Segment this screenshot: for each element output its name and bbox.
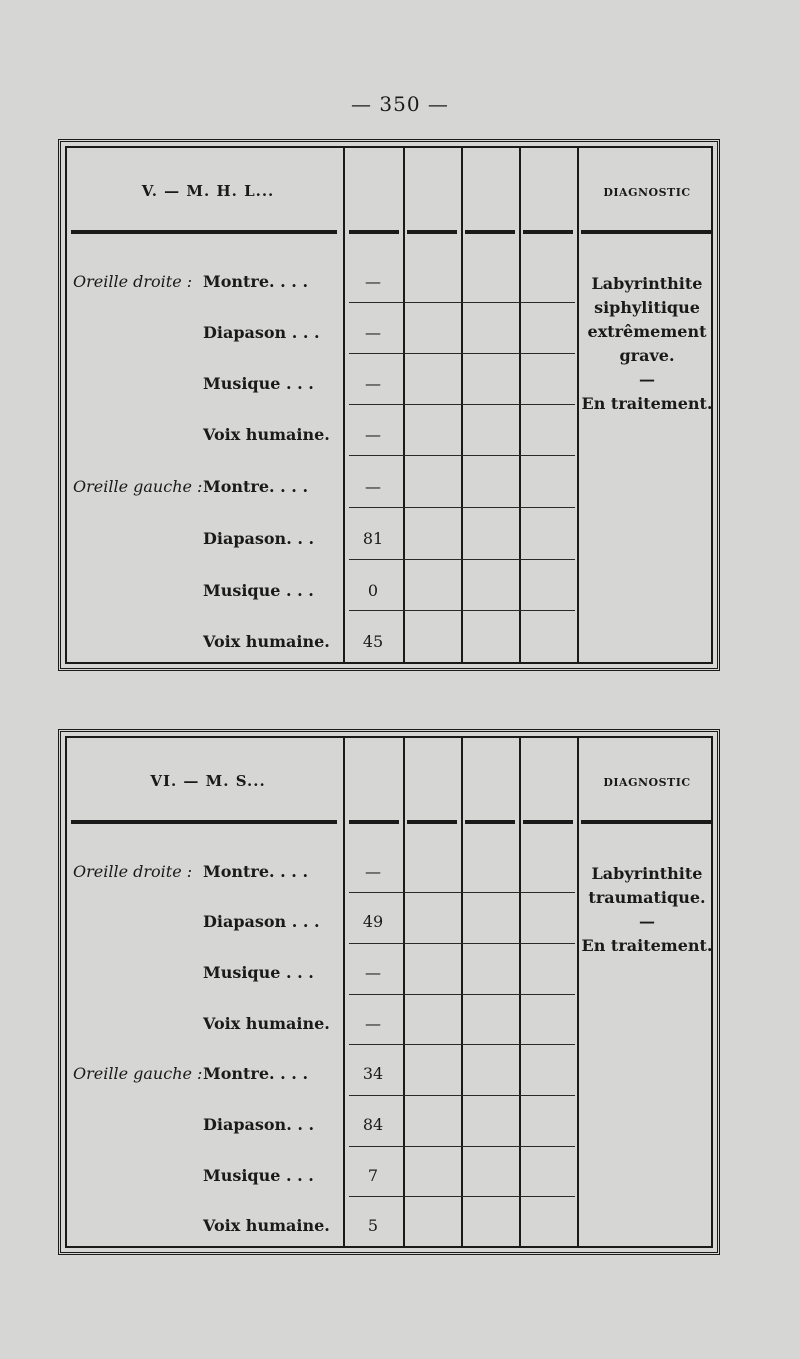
test-label: Montre. . . . (203, 477, 309, 496)
test-value: 7 (367, 1166, 379, 1185)
test-value: 84 (362, 1115, 384, 1134)
test-label: Montre. . . . (203, 272, 309, 291)
test-value: — (365, 425, 381, 444)
ear-label: Oreille gauche : (73, 1064, 203, 1083)
patient-label: V. — M. H. L... (141, 182, 275, 200)
test-label: Montre. . . . (203, 1064, 309, 1083)
test-label: Diapason. . . (203, 1115, 315, 1134)
test-label: Voix humaine. (203, 425, 330, 444)
test-label: Musique . . . (203, 963, 314, 982)
test-value: — (365, 862, 381, 881)
test-label: Montre. . . . (203, 862, 309, 881)
test-label: Diapason . . . (203, 323, 320, 342)
test-label: Musique . . . (203, 581, 314, 600)
audiometry-table-1 (58, 139, 720, 671)
test-label: Diapason. . . (203, 529, 315, 548)
table-1-frame (65, 146, 713, 664)
diagnostic-text: Labyrinthite traumatique. — En traitement. (581, 864, 713, 955)
ear-label: Oreille droite : (73, 862, 193, 881)
test-label: Voix humaine. (203, 1216, 330, 1235)
audiometry-table-2 (58, 729, 720, 1255)
page-number: — 350 — (351, 92, 449, 116)
test-value: — (365, 374, 381, 393)
patient-label: VI. — M. S... (150, 772, 266, 790)
ear-label: Oreille droite : (73, 272, 193, 291)
test-value: 45 (362, 632, 384, 651)
test-label: Voix humaine. (203, 1014, 330, 1033)
test-value: — (365, 323, 381, 342)
test-label: Voix humaine. (203, 632, 330, 651)
diagnostic-heading: DIAGNOSTIC (603, 186, 691, 199)
test-value: — (365, 963, 381, 982)
diagnostic-text: Labyrinthite siphylitique extrêmement grave. — En traitement. (581, 274, 713, 413)
table-2-frame (65, 736, 713, 1248)
ear-label: Oreille gauche : (73, 477, 203, 496)
test-label: Musique . . . (203, 374, 314, 393)
test-value: 0 (367, 581, 379, 600)
test-value: — (365, 272, 381, 291)
diagnostic-heading: DIAGNOSTIC (603, 776, 691, 789)
test-value: 81 (362, 529, 384, 548)
test-label: Diapason . . . (203, 912, 320, 931)
test-label: Musique . . . (203, 1166, 314, 1185)
test-value: 49 (362, 912, 384, 931)
test-value: 34 (362, 1064, 384, 1083)
test-value: — (365, 477, 381, 496)
test-value: — (365, 1014, 381, 1033)
test-value: 5 (367, 1216, 379, 1235)
